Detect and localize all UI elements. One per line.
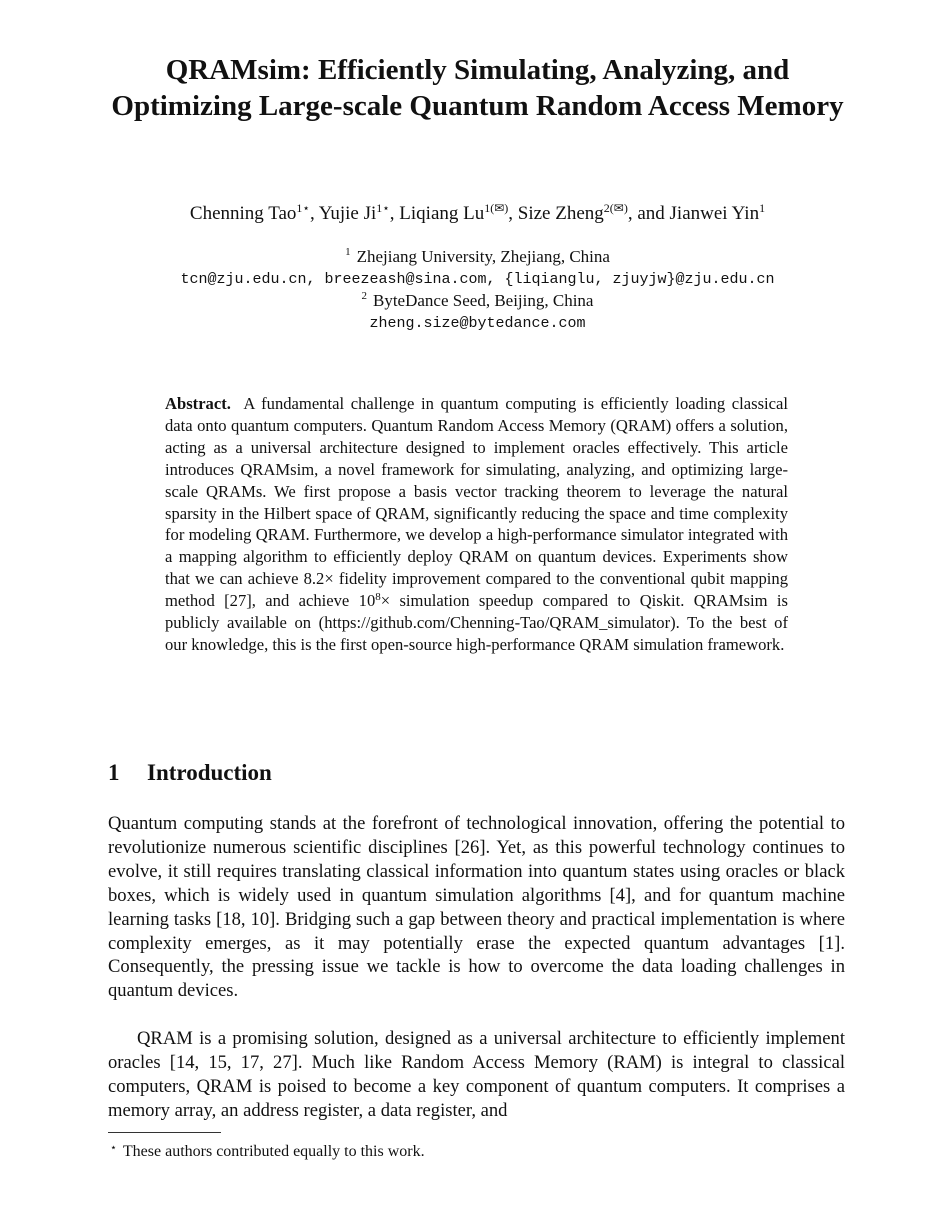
section-heading <box>108 760 272 786</box>
section-title: Introduction <box>147 760 272 785</box>
footnote: ⋆ These authors contributed equally to this work. <box>110 1142 425 1160</box>
affiliation-1: $^1$ Zhejiang University, Zhejiang, China <box>345 246 610 266</box>
author: Yujie $Ji^{1⋆}$, <box>318 201 400 224</box>
author: Chenning Tao$^{1⋆}$, <box>189 201 319 224</box>
abstract: Abstract. A fundamental challenge in quantum computing is efficiently loading classical data onto quantum computers. Quantum Random Access Memory (QRAM) offers a solution, acting as a universal architecture designed to implement oracles effectively. This article introduces QRAMsim, a novel framework for simulating, analyzing, and optimizing large-scale QRAMs. We first propose a basis vector tracking theorem to leverage the natural sparsity in the Hilbert space of QRAM, significantly reducing the space and time complexity for modeling QRAM. Furthermore, we develop a high-performance simulator integrated with a mapping algorithm to efficiently deploy QRAM on quantum devices. Experiments show that we can achieve 8.2× fidelity improvement compared to the conventional qubit mapping method [27], and achieve $10^8\times$ simulation speedup compared to Qiskit. QRAMsim is publicly available on (https://github.com/Chenning-Tao/QRAM_simulator). To the best of our knowledge, this is the first open-source high-performance QRAM simulation framework. <box>165 394 789 654</box>
footnote-rule <box>108 1132 221 1133</box>
author-list <box>100 202 855 226</box>
author: Size Zheng$^{2(✉)}$, and <box>517 201 670 224</box>
body-paragraph: Quantum computing stands at the forefront of technological innovation, offering the potential to revolutionize numerous scientific disciplines [26]. Yet, as this powerful technology continues to evolve, it still requires translating classical information into quantum states using oracles or black boxes, which is widely used in quantum simulation algorithms [4], and for quantum machine learning tasks [18, 10]. Bridging such a gap between theory and practical implementation is where complexity emerges, as it may potentially erase the expected quantum advantages [1]. Consequently, the pressing issue we tackle is how to overcome the data loading challenges in quantum devices. <box>108 813 845 1002</box>
affiliation-2-email[interactable]: zheng.size@bytedance.com <box>369 315 586 332</box>
author: Liqiang $Lu^{1(✉)}$, <box>399 201 518 224</box>
body-paragraph: QRAM is a promising solution, designed as a universal architecture to efficiently implement oracles [14, 15, 17, 27]. Much like Random Access Memory (RAM) is integral to classical computers, QRAM is poised to become a key component of quantum computers. It comprises a memory array, an address register, a data register, and <box>108 1028 845 1121</box>
affiliation-2: $^2$ ByteDance Seed, Beijing, China <box>361 290 594 310</box>
section-number: 1 <box>108 760 120 785</box>
affiliation-1-emails[interactable]: tcn@zju.edu.cn, breezeash@sina.com, {liqianglu, zjuyjw}@zju.edu.cn <box>180 271 775 288</box>
abstract-label: Abstract. <box>165 394 231 413</box>
author: Jianwei Yin$^1$ <box>669 201 766 224</box>
paper-title: QRAMsim: Efficiently Simulating, Analyzing, and Optimizing Large-scale Quantum Random Access Memory <box>111 54 844 122</box>
